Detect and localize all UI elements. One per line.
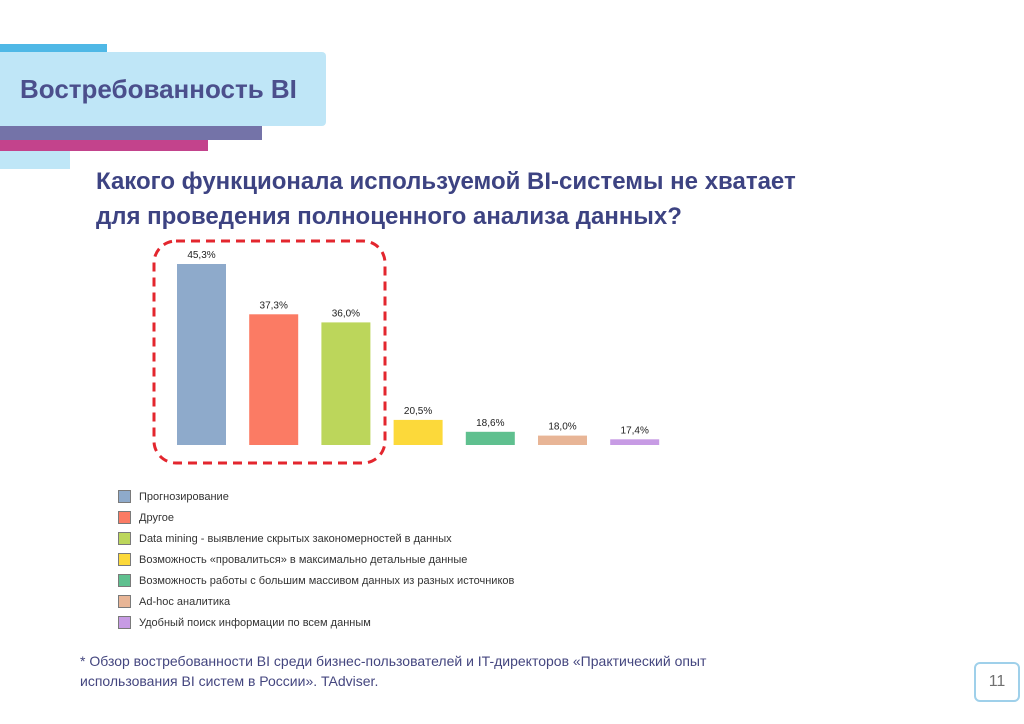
legend-swatch	[118, 574, 131, 587]
legend-label: Возможность «провалиться» в максимально детальные данные	[139, 553, 468, 566]
bar-value-label: 17,4%	[620, 425, 649, 437]
footnote	[80, 651, 840, 691]
legend-swatch	[118, 553, 131, 566]
bar-2	[249, 314, 298, 445]
bar-7	[610, 439, 659, 445]
bar-value-label: 36,0%	[331, 308, 361, 320]
legend-swatch	[118, 532, 131, 545]
page-number-label: 11	[988, 673, 1006, 690]
legend-label: Data mining - выявление скрытых закономерностей в данных	[139, 532, 452, 545]
legend-swatch	[118, 616, 131, 629]
question-line-1: Какого функционала используемой BI-системы не хватает	[96, 168, 796, 195]
legend-label: Удобный поиск информации по всем данным	[139, 616, 371, 629]
bar-4	[394, 420, 443, 445]
legend-label: Ad-hoc аналитика	[139, 595, 231, 608]
bar-value-label: 18,0%	[548, 421, 577, 433]
chart-legend	[118, 486, 514, 633]
legend-item	[118, 612, 514, 633]
bar-value-label: 37,3%	[259, 300, 288, 312]
legend-item	[118, 507, 514, 528]
legend-label: Прогнозирование	[139, 490, 229, 503]
legend-item	[118, 486, 514, 507]
bar-3	[321, 322, 370, 445]
bar-1	[177, 264, 226, 445]
bars-group	[177, 264, 659, 445]
legend-item	[118, 528, 514, 549]
bar-6	[538, 436, 587, 445]
legend-item	[118, 549, 514, 570]
bar-value-label: 45,3%	[187, 250, 216, 261]
page-number	[974, 662, 1020, 702]
legend-swatch	[118, 490, 131, 503]
legend-swatch	[118, 595, 131, 608]
legend-label: Возможность работы с большим массивом данных из разных источников	[139, 574, 515, 587]
legend-item	[118, 591, 514, 612]
legend-item	[118, 570, 514, 591]
footnote-line-2: использования BI систем в России». TAdviser.	[80, 673, 379, 689]
footnote-line-1: * Обзор востребованности BI среди бизнес-пользователей и IT-директоров «Практический опыт	[80, 653, 707, 669]
question-line-2: для проведения полноценного анализа данных?	[96, 203, 682, 230]
bar-value-label: 18,6%	[476, 417, 505, 429]
slide-title: Востребованность BI	[20, 73, 297, 104]
legend-swatch	[118, 511, 131, 524]
bar-5	[466, 432, 515, 445]
legend-label: Другое	[139, 511, 174, 524]
bar-value-label: 20,5%	[403, 405, 433, 417]
